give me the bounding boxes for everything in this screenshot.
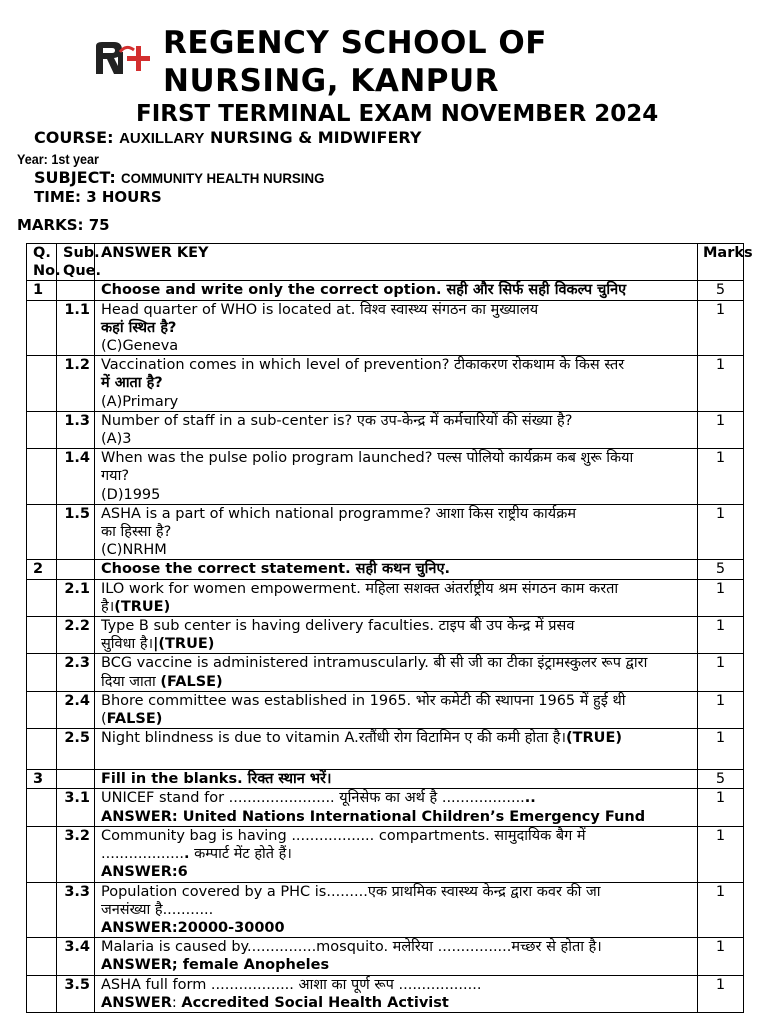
answer-text: Accredited Social Health Activist [181, 994, 449, 1011]
blank-text: Malaria is caused by...............mosquito. मलेरिया ................मच्छर से होता है। [101, 939, 602, 956]
question-number: 1.5 [57, 504, 95, 560]
subject-value: COMMUNITY HEALTH NURSING [121, 170, 325, 186]
table-row [27, 356, 744, 412]
question-cell [95, 356, 698, 412]
table-row [27, 975, 744, 1012]
statement-text: ILO work for women empowerment. महिला सशक्त अंतर्राष्ट्रीय श्रम संगठन काम करता [101, 580, 619, 597]
table-row [27, 882, 744, 938]
question-cell [95, 449, 698, 505]
question-marks: 1 [698, 356, 744, 412]
answer-text: 20000-30000 [177, 919, 285, 936]
question-marks: 1 [698, 617, 744, 654]
question-number: 2.2 [57, 617, 95, 654]
table-row [27, 654, 744, 691]
question-number: 2.5 [57, 729, 95, 770]
subject-line [34, 168, 336, 187]
answer-key-table [26, 243, 753, 1013]
blank-text-bold: .. [524, 790, 536, 807]
question-marks: 1 [698, 729, 744, 770]
section-title: Choose and write only the correct option. सही और सिर्फ सही विकल्प चुनिए [95, 281, 698, 300]
blank-cell [95, 789, 698, 826]
question-number: 3.3 [57, 882, 95, 938]
blank-text-cont: .................. [101, 846, 184, 863]
statement-text: Type B sub center is having delivery faculties. टाइप बी उप केन्द्र में प्रसव [101, 618, 575, 635]
section-marks: 5 [698, 770, 744, 789]
blank-text-cont: जनसंख्या है........... [101, 901, 214, 918]
question-number: 1.2 [57, 356, 95, 412]
question-marks: 1 [698, 691, 744, 728]
question-marks: 1 [698, 789, 744, 826]
blank-text: UNICEF stand for ....................... यूनिसेफ का अर्थ है .................. [101, 790, 525, 807]
time-line: TIME: 3 HOURS [34, 188, 162, 206]
answer-text: female Anopheles [182, 957, 330, 974]
school-name-line1: REGENCY SCHOOL OF [163, 25, 547, 61]
question-text: ASHA is a part of which national programme? आशा किस राष्ट्रीय कार्यक्रम [101, 505, 577, 522]
question-marks: 1 [698, 938, 744, 975]
answer-text: United Nations International Children’s Emergency Fund [182, 808, 646, 825]
section-row [27, 281, 744, 300]
year-line: Year: 1st year [17, 151, 99, 167]
table-header-row [27, 244, 744, 281]
answer-label: ANSWER: [101, 919, 178, 936]
school-name-line2: NURSING, KANPUR [163, 63, 500, 99]
statement-cell [95, 691, 698, 728]
statement-text-cont: दिया जाता [101, 673, 161, 690]
question-marks: 1 [698, 975, 744, 1012]
question-number: 1.1 [57, 300, 95, 356]
answer-tag: FALSE) [106, 711, 163, 728]
statement-cell [95, 654, 698, 691]
answer-tag: (TRUE) [565, 730, 622, 747]
answer-label: ANSWER; [101, 957, 183, 974]
table-row [27, 579, 744, 616]
answer-text: (A)Primary [101, 393, 179, 410]
question-cell [95, 411, 698, 448]
answer-label: ANSWER [101, 994, 172, 1011]
question-marks: 1 [698, 411, 744, 448]
statement-cell [95, 579, 698, 616]
answer-label: ANSWER: [101, 864, 178, 881]
statement-text-cont: है। [101, 598, 115, 615]
statement-text-cont: सुविधा है। [101, 636, 154, 653]
table-row [27, 411, 744, 448]
section-row [27, 770, 744, 789]
table-row [27, 449, 744, 505]
question-number: 2.3 [57, 654, 95, 691]
course-label: COURSE: [34, 128, 114, 147]
course-value: NURSING & MIDWIFERY [209, 128, 422, 147]
question-text: Head quarter of WHO is located at. विश्व स्वास्थ्य संगठन का मुख्यालय [101, 301, 539, 318]
section-title: Fill in the blanks. रिक्त स्थान भरें। [95, 770, 698, 789]
section-marks: 5 [698, 560, 744, 579]
blank-cell [95, 975, 698, 1012]
course-value-small: AUXILLARY [119, 130, 205, 147]
table-row [27, 938, 744, 975]
statement-text: Night blindness is due to vitamin A.रतौंधी रोग विटामिन ए की कमी होता है। [101, 730, 566, 747]
subject-label: SUBJECT: [34, 168, 116, 187]
school-name [163, 24, 547, 100]
answer-tag: (TRUE) [114, 598, 171, 615]
question-number: 3.4 [57, 938, 95, 975]
question-text-cont: कहां स्थित है? [101, 319, 177, 336]
question-marks: 1 [698, 654, 744, 691]
course-line [34, 128, 421, 147]
section-number: 3 [27, 770, 57, 789]
blank-text: Population covered by a PHC is.........एक प्राथमिक स्वास्थ्य केन्द्र द्वारा कवर की जा [101, 883, 601, 900]
answer-text: 6 [177, 864, 188, 881]
question-marks: 1 [698, 826, 744, 882]
question-text: Vaccination comes in which level of prevention? टीकाकरण रोकथाम के किस स्तर [101, 357, 625, 374]
answer-text: (A)3 [101, 431, 132, 448]
header-answer-key: ANSWER KEY [95, 244, 698, 281]
question-marks: 1 [698, 300, 744, 356]
answer-text: (C)NRHM [101, 542, 167, 559]
question-number: 2.4 [57, 691, 95, 728]
blank-cell [95, 882, 698, 938]
statement-text: Bhore committee was established in 1965. भोर कमेटी की स्थापना 1965 में हुई थी [101, 692, 626, 709]
question-cell [95, 300, 698, 356]
header-sub-que: Sub. Que. [57, 244, 95, 281]
question-number: 2.1 [57, 579, 95, 616]
marks-line: MARKS: 75 [17, 216, 110, 234]
statement-cell [95, 617, 698, 654]
question-number: 1.4 [57, 449, 95, 505]
blank-cell [95, 938, 698, 975]
table-row [27, 504, 744, 560]
blank-text-end: कम्पार्ट मेंट होते हैं। [189, 846, 292, 863]
question-marks: 1 [698, 449, 744, 505]
statement-text: BCG vaccine is administered intramuscularly. बी सी जी का टीका इंट्रामस्कुलर रूप द्वारा [101, 655, 648, 672]
question-text-cont: का हिस्सा है? [101, 524, 172, 541]
question-marks: 1 [698, 504, 744, 560]
exam-title: FIRST TERMINAL EXAM NOVEMBER 2024 [136, 101, 659, 127]
answer-tag: (FALSE) [160, 673, 223, 690]
table-row [27, 789, 744, 826]
section-number: 1 [27, 281, 57, 300]
answer-separator: : [171, 994, 182, 1011]
question-number: 3.1 [57, 789, 95, 826]
section-number: 2 [27, 560, 57, 579]
question-text-cont: में आता है? [101, 375, 163, 392]
statement-text-cont: ( [101, 711, 107, 728]
answer-text: (D)1995 [101, 486, 161, 503]
answer-tag: |(TRUE) [153, 636, 215, 653]
answer-label: ANSWER: [101, 808, 183, 825]
section-row [27, 560, 744, 579]
statement-cell [95, 729, 698, 770]
question-marks: 1 [698, 882, 744, 938]
question-marks: 1 [698, 579, 744, 616]
question-text-cont: गया? [101, 468, 130, 485]
question-text: When was the pulse polio program launched? पल्स पोलियो कार्यक्रम कब शुरू किया [101, 450, 634, 467]
school-logo [92, 40, 150, 80]
question-number: 1.3 [57, 411, 95, 448]
header-marks: Marks [698, 244, 744, 281]
table-row [27, 691, 744, 728]
question-text: Number of staff in a sub-center is? एक उप-केन्द्र में कर्मचारियों की संख्या है? [101, 412, 573, 429]
question-cell [95, 504, 698, 560]
question-number: 3.2 [57, 826, 95, 882]
blank-text: ASHA full form .................. आशा का पूर्ण रूप .................. [101, 976, 482, 993]
blank-text: Community bag is having .................. compartments. सामुदायिक बैग में [101, 827, 586, 844]
blank-text-bold: . [183, 846, 190, 863]
section-title: Choose the correct statement. सही कथन चुनिए. [95, 560, 698, 579]
question-number: 3.5 [57, 975, 95, 1012]
header-q-no: Q. No. [27, 244, 57, 281]
blank-cell [95, 826, 698, 882]
table-row [27, 826, 744, 882]
table-row [27, 729, 744, 770]
answer-text: (C)Geneva [101, 338, 179, 355]
table-row [27, 617, 744, 654]
section-marks: 5 [698, 281, 744, 300]
table-row [27, 300, 744, 356]
